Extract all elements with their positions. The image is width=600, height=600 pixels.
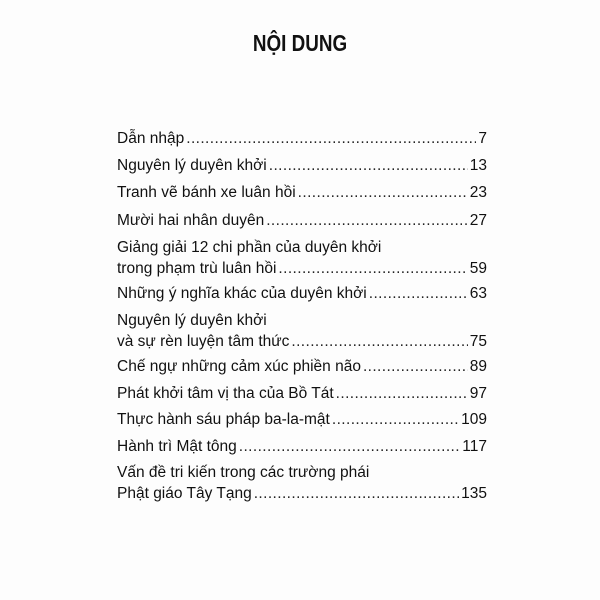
toc-entry xyxy=(117,182,487,203)
dot-leader xyxy=(278,258,467,279)
toc-page-number: 75 xyxy=(469,333,487,350)
toc-entry-title: và sự rèn luyện tâm thức xyxy=(117,333,290,350)
toc-page-number: 109 xyxy=(461,411,487,428)
dot-leader xyxy=(266,210,468,231)
toc-entry-title-line: Giảng giải 12 chi phần của duyên khởi xyxy=(117,239,382,256)
dot-leader xyxy=(332,409,459,430)
dot-leader xyxy=(336,383,468,404)
toc-entry-title: Thực hành sáu pháp ba-la-mật xyxy=(117,411,330,428)
toc-entry xyxy=(117,462,487,504)
toc-page-number: 59 xyxy=(469,260,487,277)
toc-entry xyxy=(117,210,487,231)
toc-entry xyxy=(117,310,487,352)
toc-entry-title: Chế ngự những cảm xúc phiền não xyxy=(117,358,361,375)
dot-leader xyxy=(186,128,476,149)
toc-entry xyxy=(117,128,487,149)
toc-entry-title-line: Nguyên lý duyên khởi xyxy=(117,312,267,329)
toc-page-number: 23 xyxy=(469,184,487,201)
dot-leader xyxy=(254,483,459,504)
toc-page-number: 27 xyxy=(469,212,487,229)
toc-entry xyxy=(117,383,487,404)
toc-entry xyxy=(117,409,487,430)
toc-entry-title: trong phạm trù luân hồi xyxy=(117,260,277,277)
toc-entry-title: Mười hai nhân duyên xyxy=(117,212,265,229)
toc-entry-title: Phật giáo Tây Tạng xyxy=(117,485,252,502)
toc-entry-title: Tranh vẽ bánh xe luân hồi xyxy=(117,184,296,201)
toc-entry-title-line: Vấn đề tri kiến trong các trường phái xyxy=(117,464,370,481)
dot-leader xyxy=(291,331,467,352)
dot-leader xyxy=(298,182,468,203)
toc-page-number: 117 xyxy=(462,438,487,455)
toc-page-number: 89 xyxy=(469,358,487,375)
toc-page-number: 63 xyxy=(469,285,487,302)
toc-entry xyxy=(117,283,487,304)
toc-entry xyxy=(117,436,487,457)
toc-entry-title: Dẫn nhập xyxy=(117,130,185,147)
dot-leader xyxy=(269,155,468,176)
toc-entry xyxy=(117,356,487,377)
dot-leader xyxy=(369,283,468,304)
toc-page-number: 13 xyxy=(469,157,487,174)
toc-page-number: 135 xyxy=(461,485,487,502)
toc-page-number: 7 xyxy=(478,130,487,147)
dot-leader xyxy=(239,436,461,457)
toc-page-number: 97 xyxy=(469,385,487,402)
toc-entry-title: Những ý nghĩa khác của duyên khởi xyxy=(117,285,367,302)
toc-entry-title: Hành trì Mật tông xyxy=(117,438,237,455)
toc-entry xyxy=(117,237,487,279)
page-title: NỘI DUNG xyxy=(252,30,348,56)
dot-leader xyxy=(363,356,468,377)
toc-entry-title: Nguyên lý duyên khởi xyxy=(117,157,267,174)
toc-entry-title: Phát khởi tâm vị tha của Bồ Tát xyxy=(117,385,334,402)
toc-entry xyxy=(117,155,487,176)
